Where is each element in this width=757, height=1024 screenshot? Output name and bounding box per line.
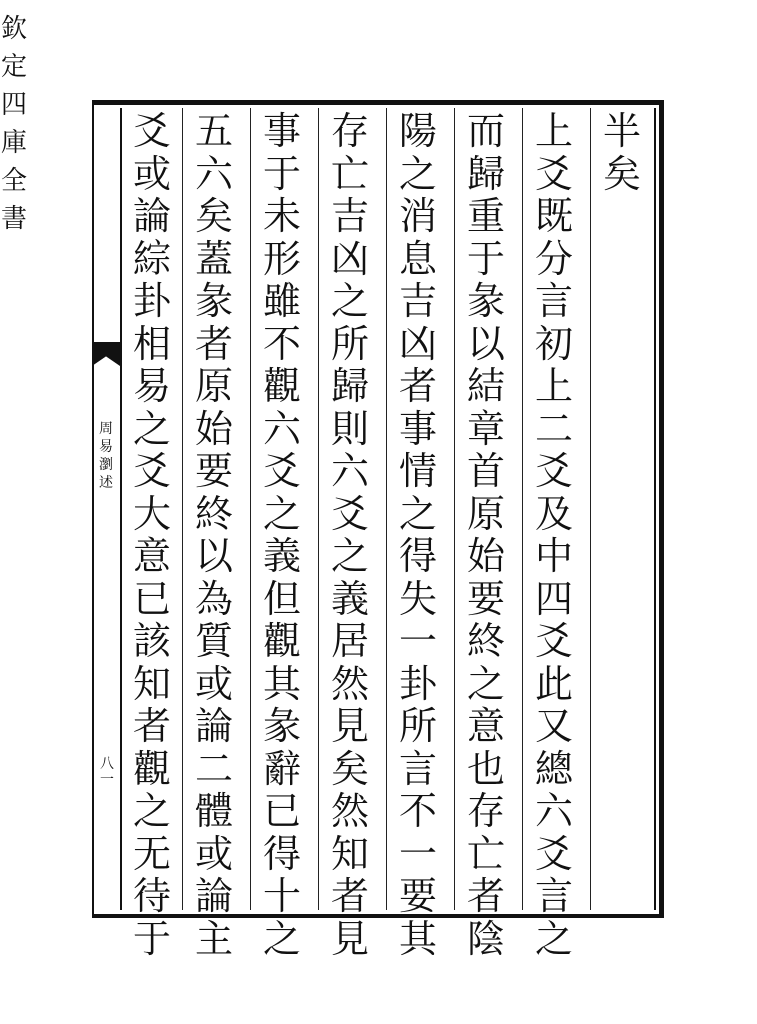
- text-char: 者: [194, 321, 233, 366]
- text-char: 之: [398, 151, 437, 196]
- book-title-char: 周: [99, 421, 113, 437]
- text-char: 或: [194, 661, 233, 706]
- text-char: 之: [262, 491, 301, 536]
- text-char: 章: [466, 406, 505, 451]
- text-char: 言: [534, 279, 573, 323]
- text-char: 不: [398, 789, 437, 833]
- text-char: 或: [194, 831, 233, 876]
- page-number-char: 八: [100, 756, 114, 772]
- text-char: 觀: [262, 619, 301, 663]
- text-char: 爻: [330, 491, 369, 536]
- text-char: 要: [398, 874, 437, 918]
- text-char: 事: [398, 406, 437, 451]
- text-char: 以: [194, 534, 233, 578]
- book-title-char: 瀏: [99, 457, 113, 473]
- text-char: 其: [398, 916, 437, 961]
- text-char: 存: [330, 109, 369, 153]
- text-char: 知: [330, 831, 369, 876]
- column-divider: [454, 108, 455, 910]
- book-title-char: 易: [99, 439, 113, 455]
- text-char: 觀: [132, 746, 171, 791]
- text-char: 終: [466, 619, 505, 663]
- text-char: 易: [132, 364, 171, 408]
- text-column-1: [592, 110, 652, 910]
- column-divider: [522, 108, 523, 910]
- text-char: 終: [194, 491, 233, 536]
- text-char: 吉: [398, 279, 437, 323]
- text-char: 无: [132, 831, 171, 876]
- column-divider: [318, 108, 319, 910]
- text-char: 主: [194, 916, 233, 961]
- text-char: 結: [466, 364, 505, 408]
- text-char: 雖: [262, 279, 301, 323]
- text-char: 而: [466, 109, 505, 153]
- text-char: 然: [330, 661, 369, 706]
- text-char: 蓋: [194, 236, 233, 281]
- text-char: 之: [330, 279, 369, 323]
- column-divider: [250, 108, 251, 910]
- text-char: 二: [534, 406, 573, 451]
- text-char: 彖: [262, 704, 301, 748]
- text-char: 為: [194, 576, 233, 621]
- text-char: 待: [132, 874, 171, 918]
- text-char: 半: [602, 109, 641, 153]
- text-char: 言: [398, 746, 437, 791]
- text-char: 然: [330, 789, 369, 833]
- collection-title-char: 欽: [0, 14, 27, 44]
- collection-title-char: 庫: [0, 128, 27, 158]
- text-char: 爻: [534, 831, 573, 876]
- text-char: 始: [194, 406, 233, 451]
- text-char: 矣: [602, 151, 641, 196]
- text-char: 歸: [466, 151, 505, 196]
- text-column-6: [252, 109, 312, 961]
- text-char: 此: [534, 661, 573, 706]
- text-char: 原: [466, 491, 505, 536]
- text-char: 及: [534, 491, 573, 536]
- text-char: 卦: [398, 661, 437, 706]
- text-char: 但: [262, 576, 301, 621]
- text-char: 總: [534, 746, 573, 791]
- book-title: [96, 420, 116, 492]
- text-char: 于: [132, 916, 171, 961]
- text-char: 形: [262, 236, 301, 281]
- text-char: 則: [330, 406, 369, 451]
- text-char: 相: [132, 321, 171, 366]
- text-char: 失: [398, 576, 437, 621]
- text-char: 爻: [132, 449, 171, 493]
- text-char: 一: [398, 831, 437, 876]
- text-char: 者: [398, 364, 437, 408]
- text-char: 不: [262, 321, 301, 366]
- text-char: 居: [330, 619, 369, 663]
- text-char: 見: [330, 916, 369, 961]
- text-char: 爻: [262, 449, 301, 493]
- text-char: 四: [534, 576, 573, 621]
- text-char: 觀: [262, 364, 301, 408]
- text-char: 既: [534, 194, 573, 238]
- text-char: 義: [262, 534, 301, 578]
- text-char: 大: [132, 491, 171, 536]
- text-char: 亡: [330, 151, 369, 196]
- text-char: 見: [330, 704, 369, 748]
- text-char: 之: [262, 916, 301, 961]
- text-char: 要: [466, 576, 505, 621]
- text-char: 初: [534, 321, 573, 366]
- text-char: 之: [466, 661, 505, 706]
- text-char: 之: [132, 406, 171, 451]
- text-char: 意: [132, 534, 171, 578]
- text-char: 者: [132, 704, 171, 748]
- collection-title-char: 全: [0, 166, 27, 196]
- text-char: 重: [466, 194, 505, 238]
- collection-title: [0, 10, 28, 238]
- page-number-char: 一: [100, 772, 114, 788]
- text-char: 爻: [534, 619, 573, 663]
- text-char: 一: [398, 619, 437, 663]
- text-char: 以: [466, 321, 505, 366]
- text-char: 論: [194, 874, 233, 918]
- column-divider: [386, 108, 387, 910]
- text-char: 綜: [132, 236, 171, 281]
- column-divider: [590, 108, 591, 910]
- collection-title-char: 定: [0, 52, 27, 82]
- text-char: 體: [194, 789, 233, 833]
- text-char: 意: [466, 704, 505, 748]
- text-column-3: [456, 109, 516, 961]
- text-char: 者: [330, 874, 369, 918]
- text-char: 于: [262, 151, 301, 196]
- text-char: 論: [132, 194, 171, 238]
- collection-title-char: 四: [0, 90, 27, 120]
- text-char: 知: [132, 661, 171, 706]
- text-char: 六: [534, 789, 573, 833]
- text-char: 也: [466, 746, 505, 791]
- text-char: 未: [262, 194, 301, 238]
- text-char: 之: [330, 534, 369, 578]
- text-char: 之: [132, 789, 171, 833]
- text-char: 論: [194, 704, 233, 748]
- text-char: 原: [194, 364, 233, 408]
- text-char: 質: [194, 619, 233, 663]
- text-char: 所: [398, 704, 437, 748]
- text-char: 言: [534, 874, 573, 918]
- text-char: 要: [194, 449, 233, 493]
- text-char: 已: [132, 576, 171, 621]
- text-char: 之: [534, 916, 573, 961]
- collection-title-char: 書: [0, 204, 27, 234]
- text-char: 陰: [466, 916, 505, 961]
- text-char: 卦: [132, 279, 171, 323]
- text-char: 始: [466, 534, 505, 578]
- text-char: 或: [132, 151, 171, 196]
- text-char: 辭: [262, 746, 301, 791]
- text-char: 其: [262, 661, 301, 706]
- text-char: 得: [262, 831, 301, 876]
- text-char: 事: [262, 109, 301, 153]
- text-char: 義: [330, 576, 369, 621]
- text-char: 者: [466, 874, 505, 918]
- text-char: 中: [534, 534, 573, 578]
- text-column-2: [524, 109, 584, 961]
- text-char: 分: [534, 236, 573, 281]
- text-char: 消: [398, 194, 437, 238]
- text-char: 凶: [330, 236, 369, 281]
- text-char: 之: [398, 491, 437, 536]
- page-number: [96, 756, 118, 788]
- text-column-7: [184, 109, 244, 961]
- text-char: 爻: [132, 109, 171, 153]
- text-char: 十: [262, 874, 301, 918]
- text-char: 存: [466, 789, 505, 833]
- text-char: 歸: [330, 364, 369, 408]
- text-char: 得: [398, 534, 437, 578]
- text-char: 首: [466, 449, 505, 493]
- text-char: 爻: [534, 151, 573, 196]
- text-char: 該: [132, 619, 171, 663]
- text-char: 凶: [398, 321, 437, 366]
- text-char: 亡: [466, 831, 505, 876]
- text-char: 所: [330, 321, 369, 366]
- text-char: 彖: [466, 279, 505, 323]
- text-char: 五: [194, 109, 233, 153]
- text-char: 爻: [534, 449, 573, 493]
- text-char: 矣: [194, 194, 233, 238]
- text-char: 上: [534, 364, 573, 408]
- text-char: 二: [194, 746, 233, 791]
- text-char: 上: [534, 109, 573, 153]
- text-char: 吉: [330, 194, 369, 238]
- text-char: 彖: [194, 279, 233, 323]
- text-column-8: [122, 109, 182, 961]
- text-char: 六: [330, 449, 369, 493]
- text-column-5: [320, 109, 380, 961]
- book-title-char: 述: [99, 475, 113, 491]
- text-char: 情: [398, 449, 437, 493]
- text-char: 陽: [398, 109, 437, 153]
- margin-column: [92, 108, 120, 910]
- text-char: 已: [262, 789, 301, 833]
- text-column-4: [388, 109, 448, 961]
- text-char: 于: [466, 236, 505, 281]
- text-char: 息: [398, 236, 437, 281]
- column-divider: [182, 108, 183, 910]
- text-char: 又: [534, 704, 573, 748]
- text-char: 六: [194, 151, 233, 196]
- text-char: 六: [262, 406, 301, 451]
- text-char: 矣: [330, 746, 369, 791]
